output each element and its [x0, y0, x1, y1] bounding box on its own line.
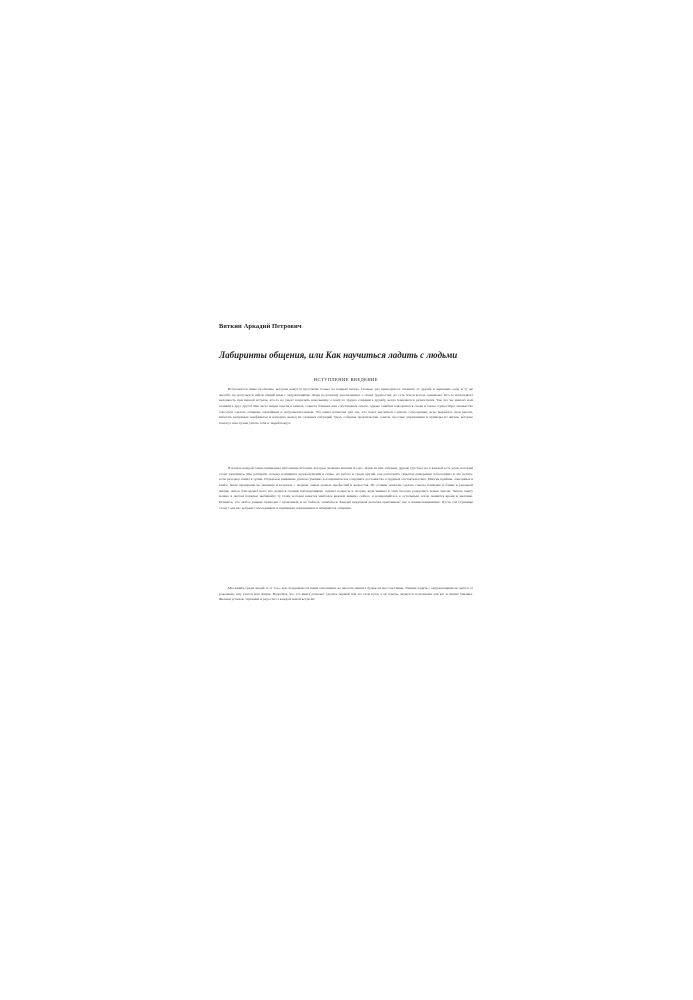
paragraph-1: Встречаются иные проблемы, которые кажутся простыми только на первый взгляд. Сколько раз приходилось слышать от друзей и знакомых одну и ту же жалобу: не получается найти общий язык с окружающими. Люди по-разному рассказывают о своих трудностях, но суть почти всегда одинакова. Кто-то испытывает неловкость при первой встрече, кто-то не умеет возразить начальнику, а кому-то трудно сохранить дружбу, когда появляются разногласия. Так что же мешает нам понимать друг друга? Мы часто ищем ответы в книгах, советах близких или собственном опыте, однако ошибки повторяются снова и снова. Существует множество способов сделать общение спокойным и доброжелательным. Эта книга написана для тех, кто хочет научиться слушать собеседника, ясно выражать свои мысли, избегать ненужных конфликтов и находить выход из сложных ситуаций. Здесь собраны практические советы, простые упражнения и примеры из жизни, которые помогут вам лучше узнать себя и людей вокруг.: [219, 387, 473, 425]
author-name: Вяткин Аркадий Петрович: [219, 323, 302, 330]
document-title: Лабиринты общения, или Как научиться ладить с людьми: [219, 350, 458, 360]
paragraph-3: Мы живём среди людей, и от того, как складываются наши отношения, во многом зависит, будем ли мы счастливы. Умение ладить с окружающими не даётся от рождения, ему учатся всю жизнь. Надеемся, что эта книга поможет сделать первый шаг на этом пути, а её советы окажутся полезными для вас и ваших близких. Желаем успехов, терпения и радости от каждой новой встречи!: [219, 586, 473, 602]
section-heading: ВСТУПЛЕНИЕ ВВЕДЕНИЕ: [314, 377, 378, 382]
paragraph-2: В начале каждой главы приведены небольшие истории, которые знакомы многим из нас. Одни из них забавны, другие грустны, но в каждой есть урок, который стоит запомнить. Мы разберём, почему возникают недоразумения в семье, на работе и среди друзей, как распознать скрытые намерения собеседника и что делать, если разговор зашёл в тупик. Отдельное внимание уделено умению договариваться и сохранять достоинство в трудных обстоятельствах. Многие приёмы, описанные в книге, были проверены на занятиях и встречах с людьми самых разных профессий и возрастов. Их отзывы помогли сделать советы понятнее и ближе к реальной жизни. Автор благодарит всех, кто делился своими наблюдениями, задавал вопросы и спорил, ведь именно в этих беседах рождались новые мысли. Читать книгу можно в любом порядке: выбирайте ту главу, которая кажется наиболее важной именно сейчас, и возвращайтесь к остальным, когда появится время и желание. Помните, что любое умение приходит с практикой, и не бойтесь ошибаться. Каждая неудачная попытка приближает нас к взаимопониманию. Пусть эти страницы станут для вас добрым собеседником и надёжным помощником в лабиринтах общения.: [219, 466, 473, 510]
